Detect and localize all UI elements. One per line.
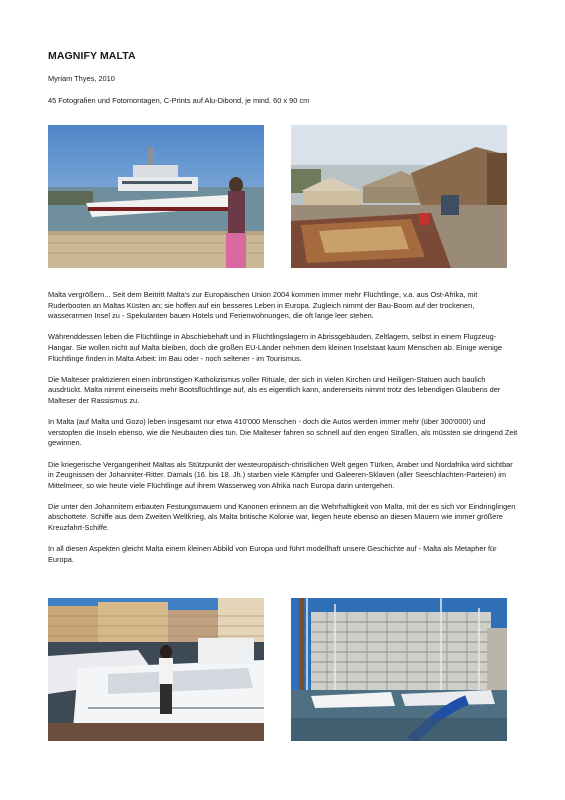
paragraph: Die kriegerische Vergangenheit Maltas als Stützpunkt der westeuropäisch-christlichen Welt gegen Türken, Araber und Nordafrika wird sichtbar in Zeugnissen der Johanniter-Ritter. Damals (16. bis 18. Jh.) starben viele Kämpfer und Galeeren-Sklaven (aller Seeschlachten-Parteien) im Mittelmeer, so wie heute viele Flüchtlinge auf ihrem Wasserweg von Afrika nach Europa darin untergehen.	[48, 459, 513, 490]
photo-marina-motorboat-man	[48, 598, 264, 741]
document-title: MAGNIFY MALTA	[48, 50, 136, 62]
paragraph: Die unter den Johannitern erbauten Festungsmauern und Kanonen erinnern an die Wehrhaftigkeit von Malta, mit der es sich vor Eindringlingen abschottete. Schiffe aus dem Zweiten Weltkrieg, als Malta britische Kolonie war, liegen heute ebenso an diesen Mauern wie immer größere Kreuzfahrt-Schiffe.	[48, 501, 516, 533]
paragraph: In Malta (auf Malta und Gozo) leben insgesamt nur etwa 410'000 Menschen - doch die Autos werden immer mehr (über 300'000!) und verstopfen die Inseln ebenso, wie die Neubauten dies tun. Die Malteser fahren so schnell auf den engen Straßen, als müssten sie dringend Zeit gewinnen.	[48, 417, 518, 448]
paragraph: In all diesen Aspekten gleicht Malta einem kleinen Abbild von Europa und führt modellhaft unsere Geschichte auf - Malta als Metapher für Europa.	[48, 544, 497, 564]
photo-yacht-harbour-woman	[48, 125, 264, 268]
paragraph: Die Malteser praktizieren einen inbrünstigen Katholizismus voller Rituale, der sich in vielen Kirchen und Heiligen-Statuen auch baulich ausdrückt. Malta nimmt einerseits mehr Bootsflüchtlinge auf, als es eigentlich kann, andererseits nimmt trotz des lebendigen Glaubens der Malteser der Rassismus zu.	[48, 374, 501, 405]
photo-tent-camp-carpets	[291, 125, 507, 268]
photo-marina-sailboats-construction	[291, 598, 507, 741]
medium-description: 45 Fotografien und Fotomontagen, C-Prints auf Alu-Dibond, je mind. 60 x 90 cm	[48, 96, 310, 105]
body-text	[48, 290, 518, 576]
paragraph: Währenddessen leben die Flüchtlinge in Abschiebehaft und in Flüchtlingslagern in Abrissgebäuden, Zeltlagern, selbst in einem Flugzeug-Hangar. Sie wollen nicht auf Malta bleiben, doch die großen EU-Länder nehmen dem kleinen Inselstaat kaum Menschen ab. Einige wenige Flüchtlinge finden in Malta Arbeit: im Bau oder - noch seltener - im Tourismus.	[48, 332, 502, 363]
paragraph: Malta vergrößern... Seit dem Beitritt Malta's zur Europäischen Union 2004 kommen immer mehr Flüchtlinge, v.a. aus Ost-Afrika, mit Ruderbooten an Maltas Küsten an; sie hoffen auf ein besseres Leben in Europa. Zugleich nimmt der Bau-Boom auf der trockenen, wasserarmen Insel zu - Spekulanten bauen Hotels und Ferienwohnungen, die oft lange leer stehen.	[48, 290, 478, 321]
author-year: Myriam Thyes, 2010	[48, 74, 115, 83]
